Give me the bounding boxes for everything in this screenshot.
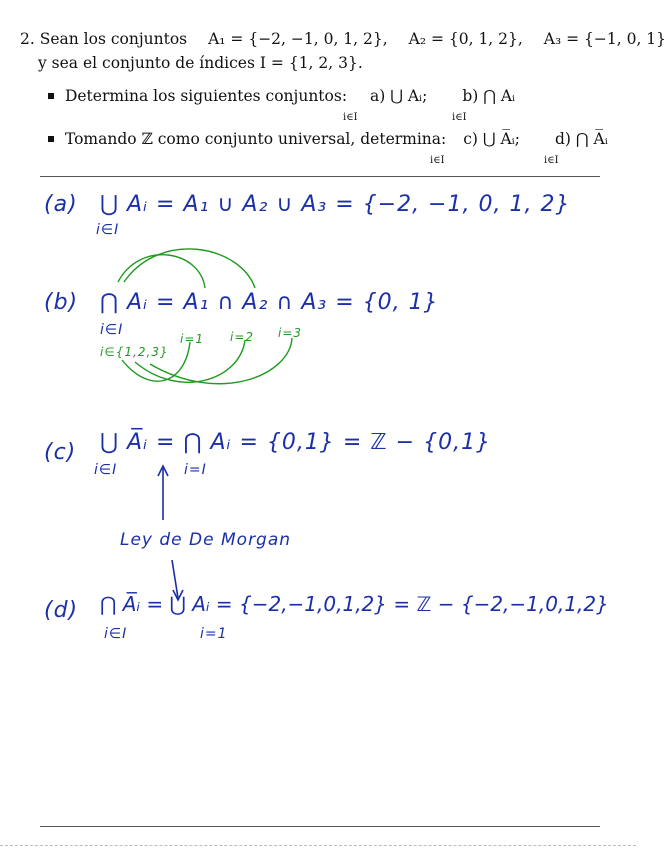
answer-a-label: (a) <box>44 192 78 217</box>
answer-b-green-i2: i=2 <box>230 330 255 344</box>
bullet-1-a: a) ⋃ Aᵢ; <box>369 87 428 105</box>
answer-d-expression: ⋂ A̅ᵢ = ⋃ Aᵢ = {−2,−1,0,1,2} = ℤ − {−2,−1,0,1,2} <box>100 592 609 616</box>
arrow-to-a3 <box>124 249 255 288</box>
de-morgan-note: Ley de De Morgan <box>120 530 292 550</box>
answer-b-green-i1: i=1 <box>180 332 205 346</box>
answer-a-index: i∈I <box>96 222 120 238</box>
answer-b-expression: ⋂ Aᵢ = A₁ ∩ A₂ ∩ A₃ = {0, 1} <box>100 290 439 315</box>
bullet-1-b-sub: i∈I <box>452 112 467 123</box>
answer-b-green-index: i∈{1,2,3} <box>100 345 169 359</box>
set-a2: A₂ = {0, 1, 2}, <box>408 30 523 48</box>
answer-b-label: (b) <box>44 290 79 315</box>
page-edge-dashed-line <box>0 845 636 846</box>
bullet-1-text: Determina los siguientes conjuntos: <box>64 87 348 105</box>
bullet-1-b: b) ⋂ Aᵢ <box>462 87 516 105</box>
answer-c-index-left: i∈I <box>94 462 118 478</box>
answer-a-expression: ⋃ Aᵢ = A₁ ∪ A₂ ∪ A₃ = {−2, −1, 0, 1, 2} <box>100 192 571 217</box>
problem-number: 2. <box>20 30 35 48</box>
answer-d-index-left: i∈I <box>104 626 128 642</box>
bullet-2-c: c) ⋃ A̅ᵢ; <box>463 130 521 148</box>
answer-d-label: (d) <box>44 598 79 623</box>
sets-intro: Sean los conjuntos <box>39 30 188 48</box>
bullet-2-text: Tomando ℤ como conjunto universal, determina: <box>64 130 447 148</box>
answer-b-index: i∈I <box>100 322 124 338</box>
answer-b-green-i3: i=3 <box>278 326 303 340</box>
bullet-2-d-sub: i∈I <box>544 155 559 166</box>
set-a3: A₃ = {−1, 0, 1} <box>543 30 666 48</box>
arrow-to-a1 <box>118 255 205 288</box>
answer-c-label: (c) <box>44 440 77 465</box>
bullet-2-d: d) ⋂ A̅ᵢ <box>554 130 608 148</box>
set-a1: A₁ = {−2, −1, 0, 1, 2}, <box>208 30 388 48</box>
answer-c-expression: ⋃ A̅ᵢ = ⋂ Aᵢ = {0,1} = ℤ − {0,1} <box>100 430 492 455</box>
answer-c-index-right: i=I <box>184 462 207 478</box>
answer-d-index-right: i=1 <box>200 626 228 642</box>
bullet-2-c-sub: i∈I <box>430 155 445 166</box>
index-set-line: y sea el conjunto de índices I = {1, 2, 3}. <box>38 54 363 72</box>
bottom-rule <box>40 826 600 827</box>
bullet-1-a-sub: i∈I <box>343 112 358 123</box>
